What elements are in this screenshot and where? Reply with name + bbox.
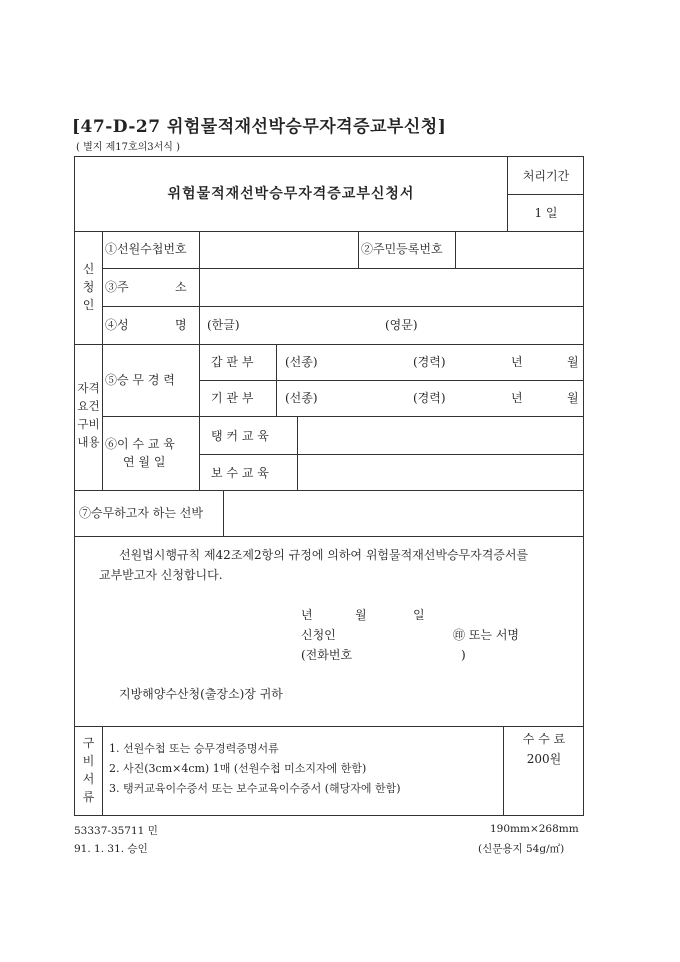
intended-vessel-label: ⑦승무하고자 하는 선박 bbox=[79, 506, 203, 520]
paper-size: 190mm×268mm bbox=[490, 823, 579, 835]
required-documents-label: 구 비 서 류 bbox=[82, 736, 95, 804]
name-label: ④성 bbox=[105, 318, 129, 332]
phone-number-close: ) bbox=[461, 648, 466, 662]
training-date-label: ⑥이 수 교 육 bbox=[105, 437, 175, 451]
processing-period-label: 처리기간 bbox=[522, 169, 570, 183]
document-title: [47-D-27 위험물적재선박승무자격증교부신청] bbox=[72, 117, 447, 137]
resident-number-label: ②주민등록번호 bbox=[361, 242, 443, 256]
fee-value: 200원 bbox=[526, 752, 562, 766]
addressee: 지방해양수산청(출장소)장 귀하 bbox=[119, 687, 283, 701]
document-item-1: 1. 선원수첩 또는 승무경력증명서류 bbox=[109, 742, 279, 755]
form-reference: ( 별지 제17호의3서식 ) bbox=[76, 142, 181, 153]
engine-department-label: 기 관 부 bbox=[211, 391, 254, 405]
address-label: ③주 bbox=[105, 280, 129, 294]
applicant-section-label: 신 청 인 bbox=[82, 262, 95, 312]
deck-ship-type: (선종) bbox=[285, 355, 318, 369]
form-code: 53337-35711 민 bbox=[74, 825, 158, 837]
processing-period-value: 1 일 bbox=[534, 206, 558, 220]
engine-career: (경력) bbox=[413, 391, 446, 405]
address-label-suffix: 소 bbox=[175, 280, 187, 294]
sea-career-label: ⑤승 무 경 력 bbox=[105, 373, 175, 387]
form-name: 위험물적재선박승무자격증교부신청서 bbox=[167, 186, 415, 202]
supplementary-training-label: 보 수 교 육 bbox=[211, 466, 269, 480]
declaration-line-2: 교부받고자 신청합니다. bbox=[99, 568, 223, 582]
deck-month: 월 bbox=[567, 355, 579, 369]
deck-career: (경력) bbox=[413, 355, 446, 369]
seal-or-signature: ㊞ 또는 서명 bbox=[453, 628, 519, 642]
name-korean-label: (한글) bbox=[207, 318, 240, 332]
tanker-training-label: 탱 커 교 육 bbox=[211, 429, 269, 443]
date-day: 일 bbox=[413, 608, 425, 622]
qualification-section-label: 자격 요건 구비 내용 bbox=[77, 381, 100, 449]
name-english-label: (영문) bbox=[385, 318, 418, 332]
name-label-suffix: 명 bbox=[175, 318, 187, 332]
training-date-label-2: 연 월 일 bbox=[123, 455, 166, 469]
deck-year: 년 bbox=[511, 355, 523, 369]
paper-type: (신문용지 54g/㎡) bbox=[478, 843, 565, 855]
deck-department-label: 갑 판 부 bbox=[211, 355, 254, 369]
engine-year: 년 bbox=[511, 391, 523, 405]
phone-number-label: (전화번호 bbox=[301, 648, 353, 662]
applicant-signature-label: 신청인 bbox=[301, 628, 336, 642]
document-item-2: 2. 사진(3cm×4cm) 1매 (선원수첩 미소지자에 한함) bbox=[109, 762, 367, 775]
fee-label: 수 수 료 bbox=[522, 732, 566, 746]
approval-date: 91. 1. 31. 승인 bbox=[74, 843, 148, 855]
document-item-3: 3. 탱커교육이수증서 또는 보수교육이수증서 (해당자에 한함) bbox=[109, 782, 401, 795]
engine-month: 월 bbox=[567, 391, 579, 405]
date-month: 월 bbox=[355, 608, 367, 622]
seaman-book-number-label: ①선원수첩번호 bbox=[105, 242, 187, 256]
date-year: 년 bbox=[301, 608, 313, 622]
declaration-line-1: 선원법시행규칙 제42조제2항의 규정에 의하여 위험물적재선박승무자격증서를 bbox=[119, 548, 529, 562]
engine-ship-type: (선종) bbox=[285, 391, 318, 405]
application-form bbox=[74, 156, 584, 816]
